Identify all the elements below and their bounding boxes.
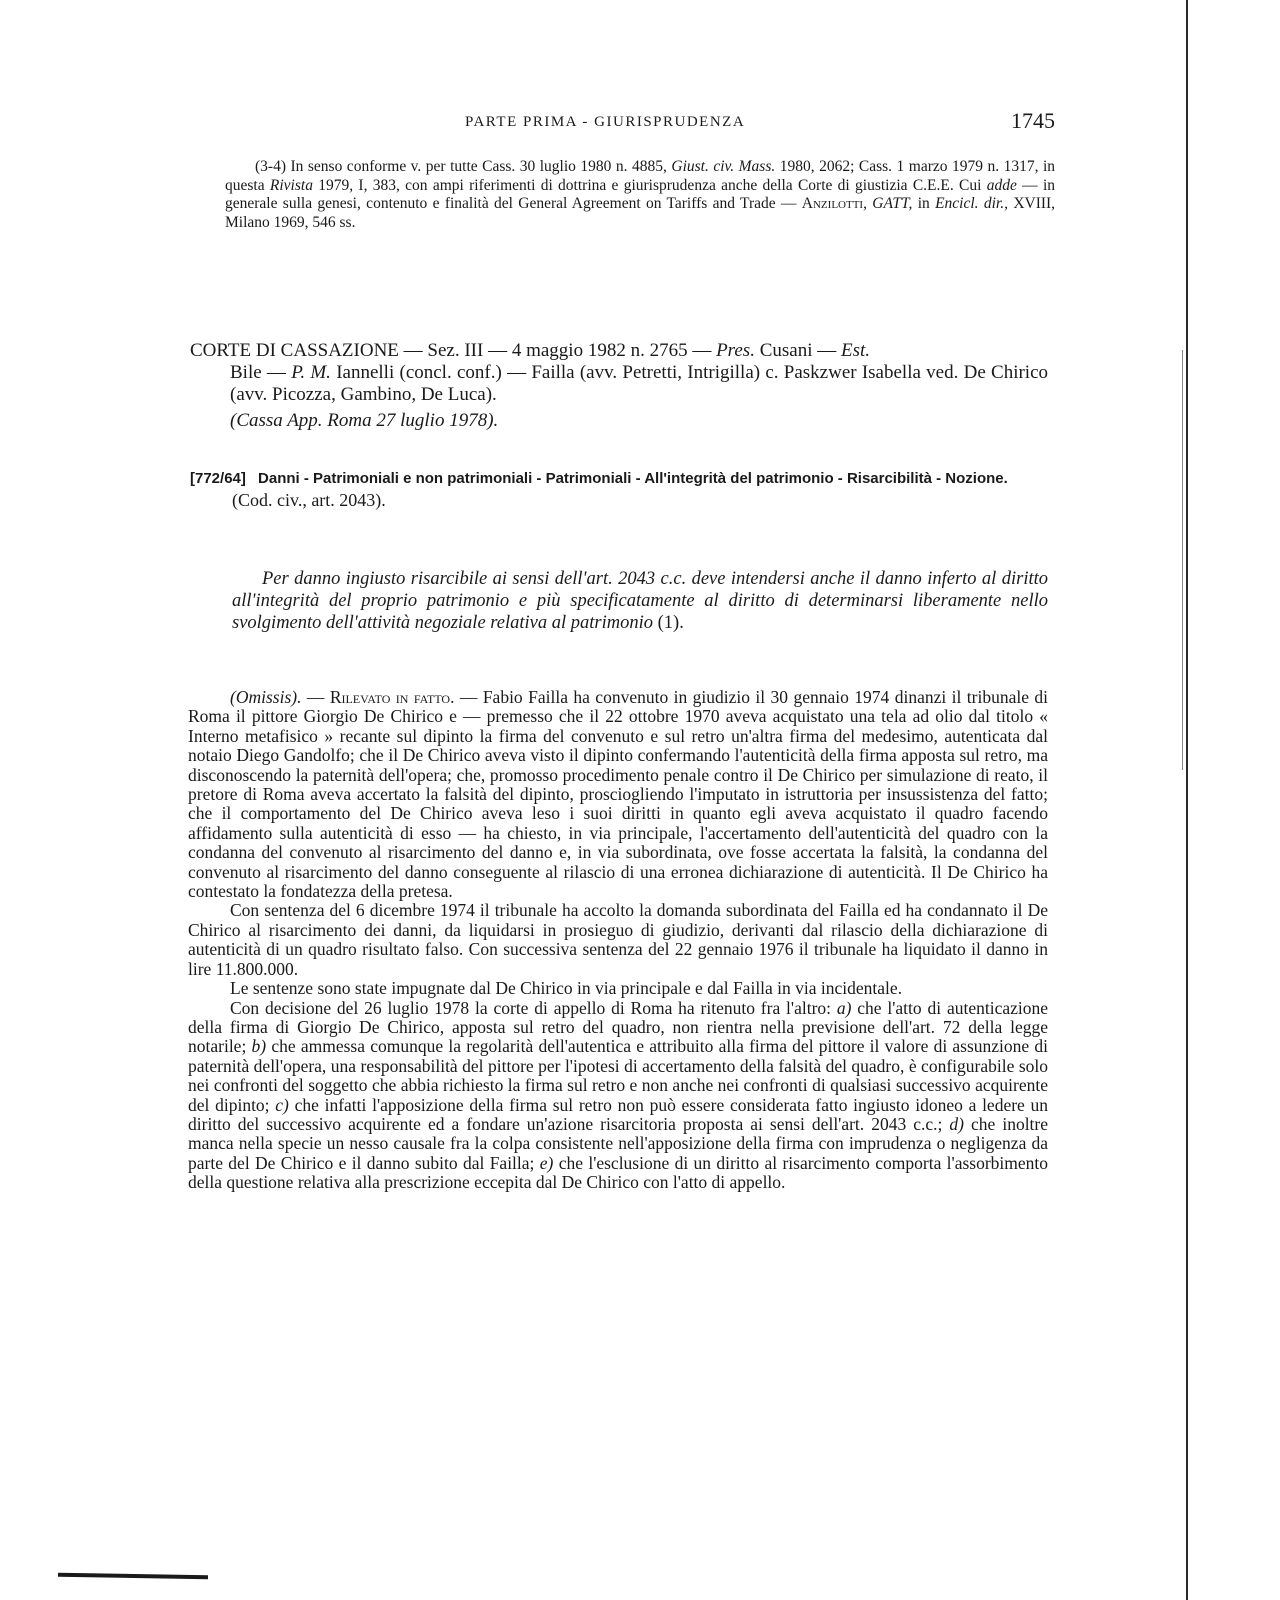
footnote-italic: GATT, (872, 195, 913, 212)
page-header (225, 108, 1055, 138)
maxim-block (232, 568, 1048, 634)
footnote-italic: Encicl. dir., (935, 195, 1008, 212)
lower-court-ref: (Cassa App. Roma 27 luglio 1978). (230, 410, 499, 431)
court-and-date: CORTE DI CASSAZIONE — Sez. III — 4 maggio 1982 n. 2765 — (190, 340, 712, 361)
body-text: Con decisione del 26 luglio 1978 la corte di appello di Roma ha ritenuto fra l'altro: (230, 997, 832, 1018)
page-number: 1745 (1011, 108, 1055, 133)
footnote-text: — in generale sulla genesi, contenuto e finalità del General Agreement on Tariffs and Trade — (225, 176, 1056, 212)
footnote-text: 1980, 2062; Cass. 1 marzo 1979 n. 1317, in questa (225, 158, 1056, 194)
scan-edge-right (1186, 0, 1188, 1600)
body-text: che inoltre manca nella specie un nesso causale fra la colpa consistente nell'apposizione della firma con imprudenza o negligenza da parte del De Chirico e il danno subito dal Failla; (188, 1113, 1049, 1173)
decision-body (188, 688, 1048, 1193)
scan-edge-bottom (58, 1573, 208, 1580)
case-title-line (190, 340, 1048, 362)
list-letter: d) (949, 1113, 964, 1134)
maxim-note-ref: (1). (657, 613, 684, 633)
est-label: Est. (840, 340, 871, 361)
footnote-paragraph (225, 158, 1055, 232)
president-name: Cusani — (759, 340, 837, 361)
maxim-text: Per danno ingiusto risarcibile ai sensi dell'art. 2043 c.c. deve intendersi anche il danno inferto al diritto all'integrità del proprio patrimonio e più specificatamente al diritto di determinarsi liberamente nello svolgimento dell'attività negoziale relativa al patrimonio (232, 569, 1048, 633)
body-text: che l'atto di autenticazione della firma di Giorgio De Chirico, apposta sul retro del quadro, non rientra nella previsione dell'art. 72 della legge notarile; (188, 997, 1049, 1057)
footnote-text: 1979, I, 383, con ampi riferimenti di dottrina e giurisprudenza anche della Corte di giustizia C.E.E. Cui (318, 176, 982, 194)
case-heading (190, 340, 1048, 432)
maxim-paragraph (232, 568, 1048, 634)
body-text: che l'esclusione di un diritto al risarcimento comporta l'assorbimento della questione relativa alla prescrizione eccepita dal De Chirico con l'atto di appello. (188, 1152, 1049, 1193)
body-text: che ammessa comunque la regolarità dell'autentica e attribuito alla firma del pittore il valore di assunzione di paternità dell'opera, una responsabilità del pittore per l'ipotesi di accertamento della falsità del quadro, è configurabile solo nei confronti del soggetto che abbia richiesto la firma sul retro e non anche nei confronti di qualsiasi successivo acquirente del dipinto; (188, 1036, 1049, 1115)
list-letter: a) (836, 997, 852, 1018)
body-paragraph-2: Con sentenza del 6 dicembre 1974 il tribunale ha accolto la domanda subordinata del Failla ed ha condannato il De Chirico al risarcimento dei danni, da liquidarsi in prosieguo di giudizio, derivanti dal rilascio della dichiarazione di autenticità di un quadro risultato falso. Con successiva sentenza del 22 gennaio 1976 il tribunale ha liquidato il danno in lire 11.800.000. (188, 900, 1048, 979)
body-text: — Fabio Failla ha convenuto in giudizio il 30 gennaio 1974 dinanzi il tribunale di Roma il pittore Giorgio De Chirico e — premesso che il 22 ottobre 1970 aveva acquistato una tela ad olio dal titolo « Interno metafisico » recante sul dipinto la firma del convenuto e sul retro un'altra firma del medesimo, autenticata dal notaio Diego Gandolfo; che il De Chirico aveva visto il dipinto confermando l'autenticità della firma apposta sul retro, ma disconoscendo la paternità dell'opera; che, promosso procedimento penale contro il De Chirico per simulazione di reato, il pretore di Roma aveva accertato la falsità del dipinto, prosciogliendo l'imputato in istruttoria per insussistenza del fatto; che il comportamento del De Chirico aveva leso i suoi diritti in quanto egli aveva acquistato il quadro facendo affidamento sulla autenticità di esso — ha chiesto, in via principale, l'accertamento dell'autenticità del quadro con la condanna del convenuto al risarcimento del danno e, in via subordinata, ove fosse accertata la falsità, la condanna del convenuto al risarcimento del danno conseguente al rilascio di una erronea dichiarazione di autenticità. Il De Chirico ha contestato la fondatezza della pretesa. (188, 687, 1049, 902)
code-reference: (Cod. civ., art. 2043). (232, 490, 386, 510)
list-letter: b) (251, 1036, 267, 1057)
dash: — (306, 687, 325, 707)
running-head: PARTE PRIMA - GIURISPRUDENZA (465, 114, 746, 130)
body-paragraph-4 (188, 999, 1048, 1193)
list-letter: c) (275, 1094, 289, 1115)
footnote-text: (3-4) In senso conforme v. per tutte Cass. 30 luglio 1980 n. 4885, (255, 158, 667, 175)
body-text: che infatti l'apposizione della firma sul retro non può essere considerata fatto ingiusto idoneo a ledere un diritto del successivo acquirente ed a fondare un'azione risarcitoria proposta ai sensi dell'art. 2043 c.c.; (188, 1094, 1049, 1134)
body-paragraph-1 (188, 688, 1048, 901)
pm-label: P. M. (291, 362, 331, 383)
footnote-italic: Giust. civ. Mass. (671, 158, 776, 175)
case-parties (230, 362, 1048, 406)
parties-text: Iannelli (concl. conf.) — Failla (avv. Petretti, Intrigilla) c. Paskzwer Isabella ved. De Chirico (avv. Picozza, Gambino, De Luca). (230, 362, 1049, 405)
footnote-text: in (917, 195, 930, 212)
massima-code: [772/64] (190, 470, 246, 487)
footnote-block (225, 158, 1055, 232)
list-letter: e) (539, 1152, 554, 1173)
footnote-author: Anzilotti, (801, 195, 867, 212)
massima-heading (190, 470, 1048, 511)
footnote-italic: Rivista (269, 176, 313, 194)
footnote-italic: adde (986, 176, 1017, 194)
body-paragraph-3: Le sentenze sono state impugnate dal De Chirico in via principale e dal Failla in via incidentale. (230, 978, 903, 999)
omissis: (Omissis). (230, 687, 302, 707)
scan-edge-line (1182, 350, 1183, 770)
massima-title (190, 470, 1048, 488)
section-heading: Rilevato in fatto. (329, 687, 455, 707)
pres-label: Pres. (716, 340, 755, 361)
massima-keywords: Danni - Patrimoniali e non patrimoniali - Patrimoniali - All'integrità del patrimonio - Risarcibilità - Nozione. (258, 470, 1008, 487)
estensore-name: Bile — (230, 362, 286, 383)
footnote-text: XVIII, Milano 1969, 546 ss. (225, 195, 1056, 231)
